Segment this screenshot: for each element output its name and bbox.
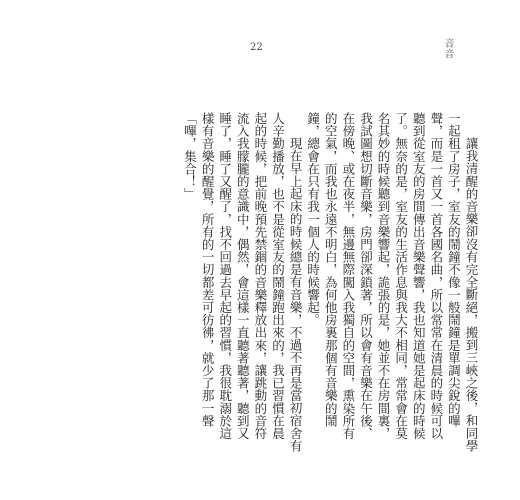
page-number: 22 <box>250 42 263 53</box>
running-head: 音音 <box>442 38 453 59</box>
body-text <box>181 112 480 452</box>
paragraph-1: 讓我清醒的音樂卻沒有完全斷絕，搬到三峽之後，和同學一起租了房子，室友的鬧鐘不像一般鬧鐘是單調尖銳的嗶聲，而是一首又一首各國名曲，所以常常在清晨的時候可以聽到從室友的房間傳出音樂聲響，我也知道她是起床的時候了。無奈的是，室友的生活作息與我大不相同，常常會在莫名其妙的時候聽到音樂響起，詭張的是，她並不在房間裏，我試圖想切斷音樂，房門卻深鎖著，所以會有音樂在午後、在傍晚、或在夜半，無邊無際闖入我獨自的空間，熏染所有的空氣，而我也永遠不明白，為何他房裏那個有音樂的鬧鐘，總會在只有我一個人的時候響起。 <box>305 112 479 452</box>
paragraph-2: 現在早上起床的時候總是有音樂，不過不再是當初宿舍有人辛勤播放，也不是從室友的鬧鐘跑出來的，我已習慣在晨起的時候，把前晚預先禁錮的音樂釋放出來，讓跳動的音符流入我朦朧的意識中，偶然，會這樣一直聽著聽著，聽到又睡了，睡了又醒了，找不回過去早起的習慣，我很耽溺於這樣有音樂的醒覺，所有的一切都差可彷彿，就少了那一聲「嗶，集合！」 <box>182 112 304 452</box>
